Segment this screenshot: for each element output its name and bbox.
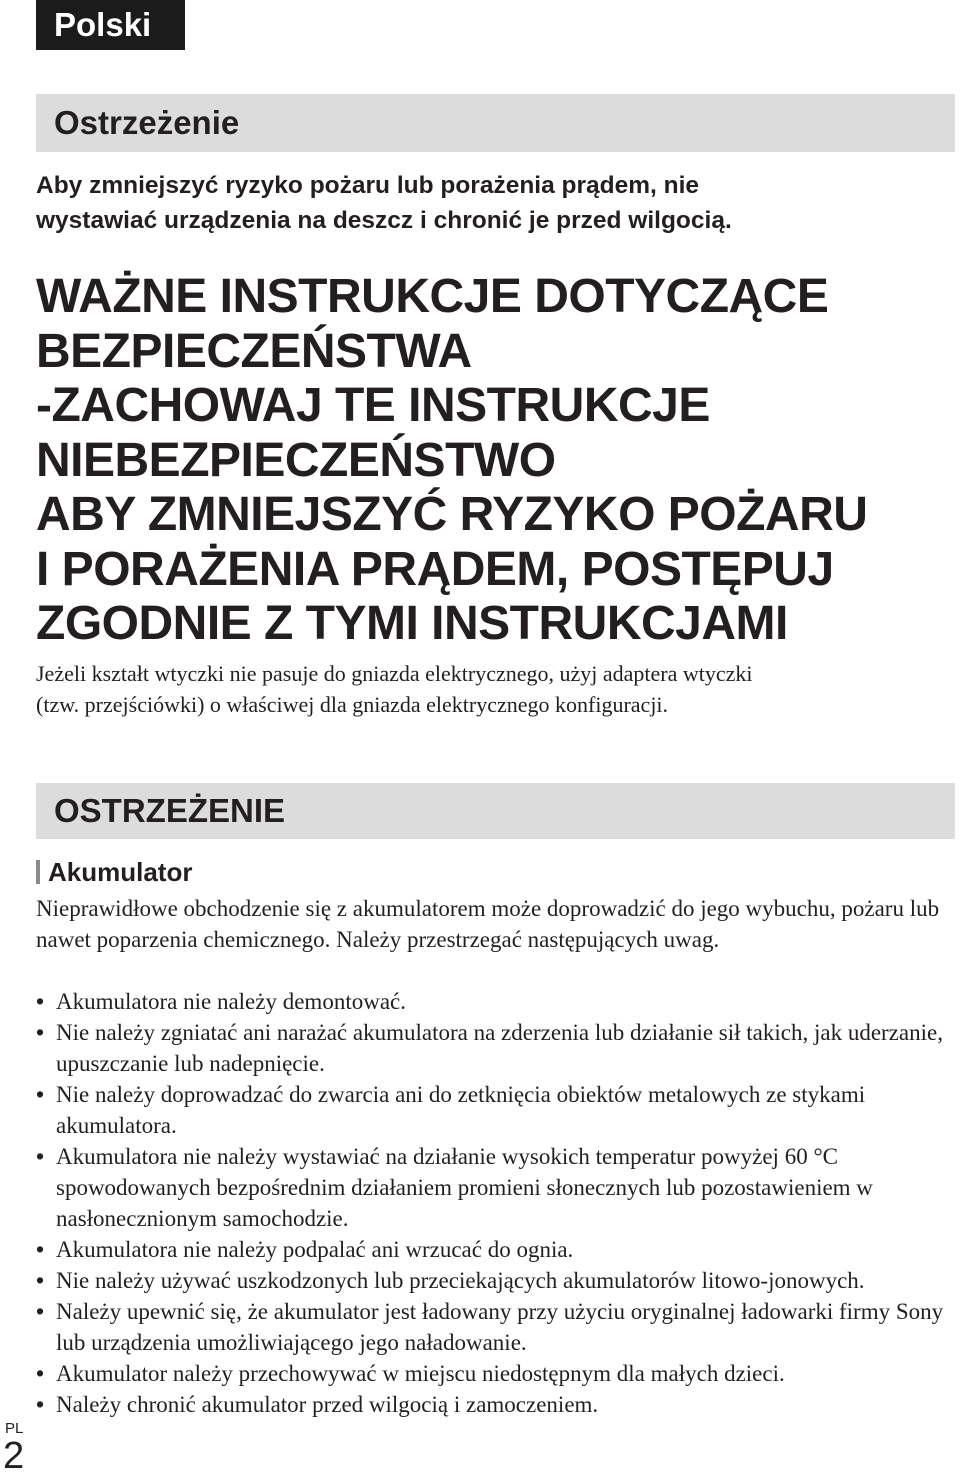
- subheading-marker: [36, 860, 40, 884]
- important-line: ABY ZMNIEJSZYĆ RYZYKO POŻARU: [36, 488, 868, 541]
- plug-note-line: (tzw. przejściówki) o właściwej dla gniazda elektrycznego konfiguracji.: [36, 692, 669, 717]
- important-line: -ZACHOWAJ TE INSTRUKCJE: [36, 379, 710, 432]
- list-item: • Akumulatora nie należy demontować.: [36, 986, 952, 1017]
- important-line: I PORAŻENIA PRĄDEM, POSTĘPUJ: [36, 542, 834, 596]
- battery-intro: Nieprawidłowe obchodzenie się z akumulatorem może doprowadzić do jego wybuchu, pożaru lub nawet poparzenia chemicznego. Należy przestrzegać następujących uwag.: [36, 896, 940, 952]
- section-heading-caution: OSTRZEŻENIE: [36, 783, 955, 839]
- battery-precautions-list: [36, 986, 952, 1420]
- list-item: • Akumulatora nie należy podpalać ani wrzucać do ognia.: [36, 1234, 952, 1265]
- important-safety-instructions: [36, 270, 956, 652]
- plug-adapter-note: [36, 658, 936, 720]
- list-item: • Należy upewnić się, że akumulator jest ładowany przy użyciu oryginalnej ładowarki firmy Sony lub urządzenia umożliwiającego jego naładowanie.: [36, 1296, 952, 1358]
- warning-text: [36, 168, 936, 238]
- list-item: • Należy chronić akumulator przed wilgocią i zamoczeniem.: [36, 1389, 952, 1420]
- section-heading-warning: Ostrzeżenie: [36, 94, 955, 152]
- page-language-code: PL: [5, 1420, 24, 1437]
- warning-line: wystawiać urządzenia na deszcz i chronić je przed wilgocią.: [36, 207, 732, 234]
- list-item: • Nie należy używać uszkodzonych lub przeciekających akumulatorów litowo-jonowych.: [36, 1265, 952, 1296]
- list-item: • Nie należy doprowadzać do zwarcia ani do zetknięcia obiektów metalowych ze stykami akumulatora.: [36, 1079, 952, 1141]
- page-number: 2: [3, 1435, 25, 1477]
- battery-subheading: [36, 855, 192, 889]
- list-item: • Akumulator należy przechowywać w miejscu niedostępnym dla małych dzieci.: [36, 1358, 952, 1389]
- battery-subheading-label: Akumulator: [48, 857, 193, 887]
- important-line: BEZPIECZEŃSTWA: [36, 324, 472, 378]
- language-tab: Polski: [36, 0, 185, 50]
- important-line: ZGODNIE Z TYMI INSTRUKCJAMI: [36, 597, 788, 650]
- plug-note-line: Jeżeli kształt wtyczki nie pasuje do gniazda elektrycznego, użyj adaptera wtyczki: [36, 661, 753, 686]
- important-line: WAŻNE INSTRUKCJE DOTYCZĄCE: [36, 270, 829, 323]
- list-item: • Nie należy zgniatać ani narażać akumulatora na zderzenia lub działanie sił takich, jak uderzanie, upuszczanie lub nadepnięcie.: [36, 1017, 952, 1079]
- warning-line: Aby zmniejszyć ryzyko pożaru lub porażenia prądem, nie: [36, 172, 700, 199]
- important-line: NIEBEZPIECZEŃSTWO: [36, 433, 556, 487]
- list-item: • Akumulatora nie należy wystawiać na działanie wysokich temperatur powyżej 60 °C spowodowanych bezpośrednim działaniem promieni słonecznych lub pozostawieniem w nasłonecznionym samochodzie.: [36, 1141, 952, 1234]
